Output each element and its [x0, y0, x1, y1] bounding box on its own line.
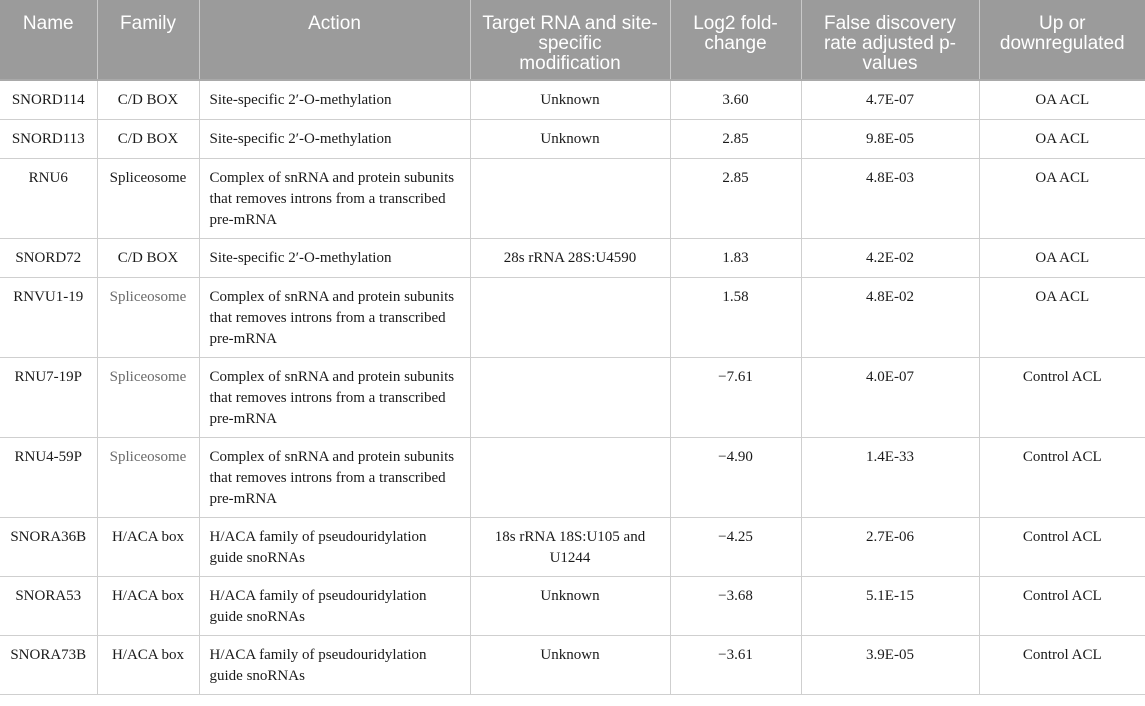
cell-family: Spliceosome	[97, 277, 199, 357]
cell-action: Site-specific 2′-O-methylation	[199, 80, 470, 119]
header-direction: Up or downregulated	[979, 0, 1145, 80]
table-row	[0, 576, 1145, 635]
header-row	[0, 0, 1145, 80]
cell-fdr: 4.0E-07	[801, 357, 979, 437]
cell-fdr: 9.8E-05	[801, 119, 979, 158]
cell-direction: OA ACL	[979, 158, 1145, 238]
cell-target: Unknown	[470, 635, 670, 694]
cell-name: RNU6	[0, 158, 97, 238]
cell-log2fc: 2.85	[670, 119, 801, 158]
table-row	[0, 238, 1145, 277]
cell-name: RNU7-19P	[0, 357, 97, 437]
cell-log2fc: −4.90	[670, 437, 801, 517]
cell-name: SNORD72	[0, 238, 97, 277]
cell-family: C/D BOX	[97, 238, 199, 277]
cell-family: H/ACA box	[97, 635, 199, 694]
cell-family: C/D BOX	[97, 119, 199, 158]
header-name: Name	[0, 0, 97, 80]
table-row	[0, 437, 1145, 517]
cell-fdr: 1.4E-33	[801, 437, 979, 517]
table-row	[0, 357, 1145, 437]
cell-log2fc: 1.83	[670, 238, 801, 277]
cell-action: Complex of snRNA and protein subunits that removes introns from a transcribed pre-mRNA	[199, 158, 470, 238]
header-target: Target RNA and site- specific modification	[470, 0, 670, 80]
cell-family: C/D BOX	[97, 80, 199, 119]
cell-fdr: 5.1E-15	[801, 576, 979, 635]
cell-fdr: 3.9E-05	[801, 635, 979, 694]
cell-fdr: 4.8E-02	[801, 277, 979, 357]
cell-target: 28s rRNA 28S:U4590	[470, 238, 670, 277]
header-fdr: False discovery rate adjusted p- values	[801, 0, 979, 80]
cell-family: H/ACA box	[97, 517, 199, 576]
cell-direction: OA ACL	[979, 277, 1145, 357]
cell-fdr: 4.2E-02	[801, 238, 979, 277]
cell-action: Site-specific 2′-O-methylation	[199, 119, 470, 158]
cell-log2fc: 3.60	[670, 80, 801, 119]
cell-direction: OA ACL	[979, 119, 1145, 158]
cell-family: H/ACA box	[97, 576, 199, 635]
cell-action: Complex of snRNA and protein subunits that removes introns from a transcribed pre-mRNA	[199, 437, 470, 517]
cell-action: Complex of snRNA and protein subunits that removes introns from a transcribed pre-mRNA	[199, 277, 470, 357]
cell-action: Site-specific 2′-O-methylation	[199, 238, 470, 277]
cell-direction: OA ACL	[979, 238, 1145, 277]
cell-target	[470, 437, 670, 517]
cell-log2fc: −3.61	[670, 635, 801, 694]
cell-action: H/ACA family of pseudouridylation guide snoRNAs	[199, 635, 470, 694]
cell-target	[470, 158, 670, 238]
cell-direction: OA ACL	[979, 80, 1145, 119]
table-row	[0, 80, 1145, 119]
cell-direction: Control ACL	[979, 635, 1145, 694]
cell-fdr: 2.7E-06	[801, 517, 979, 576]
header-family: Family	[97, 0, 199, 80]
cell-name: SNORA53	[0, 576, 97, 635]
cell-action: Complex of snRNA and protein subunits that removes introns from a transcribed pre-mRNA	[199, 357, 470, 437]
cell-name: SNORA36B	[0, 517, 97, 576]
table-row	[0, 119, 1145, 158]
cell-log2fc: 2.85	[670, 158, 801, 238]
cell-target: Unknown	[470, 80, 670, 119]
cell-log2fc: −4.25	[670, 517, 801, 576]
cell-family: Spliceosome	[97, 158, 199, 238]
header-log2fc: Log2 fold- change	[670, 0, 801, 80]
cell-log2fc: −3.68	[670, 576, 801, 635]
cell-target: Unknown	[470, 576, 670, 635]
cell-name: SNORD114	[0, 80, 97, 119]
cell-name: RNU4-59P	[0, 437, 97, 517]
cell-target	[470, 357, 670, 437]
cell-log2fc: −7.61	[670, 357, 801, 437]
cell-target	[470, 277, 670, 357]
cell-fdr: 4.7E-07	[801, 80, 979, 119]
cell-name: RNVU1-19	[0, 277, 97, 357]
table-row	[0, 517, 1145, 576]
table-row	[0, 635, 1145, 694]
cell-action: H/ACA family of pseudouridylation guide snoRNAs	[199, 576, 470, 635]
cell-action: H/ACA family of pseudouridylation guide snoRNAs	[199, 517, 470, 576]
cell-family: Spliceosome	[97, 357, 199, 437]
cell-direction: Control ACL	[979, 576, 1145, 635]
table-row	[0, 277, 1145, 357]
cell-direction: Control ACL	[979, 357, 1145, 437]
cell-family: Spliceosome	[97, 437, 199, 517]
cell-direction: Control ACL	[979, 437, 1145, 517]
cell-target: Unknown	[470, 119, 670, 158]
cell-name: SNORD113	[0, 119, 97, 158]
header-action: Action	[199, 0, 470, 80]
cell-direction: Control ACL	[979, 517, 1145, 576]
cell-name: SNORA73B	[0, 635, 97, 694]
table-row	[0, 158, 1145, 238]
cell-target: 18s rRNA 18S:U105 and U1244	[470, 517, 670, 576]
cell-fdr: 4.8E-03	[801, 158, 979, 238]
cell-log2fc: 1.58	[670, 277, 801, 357]
